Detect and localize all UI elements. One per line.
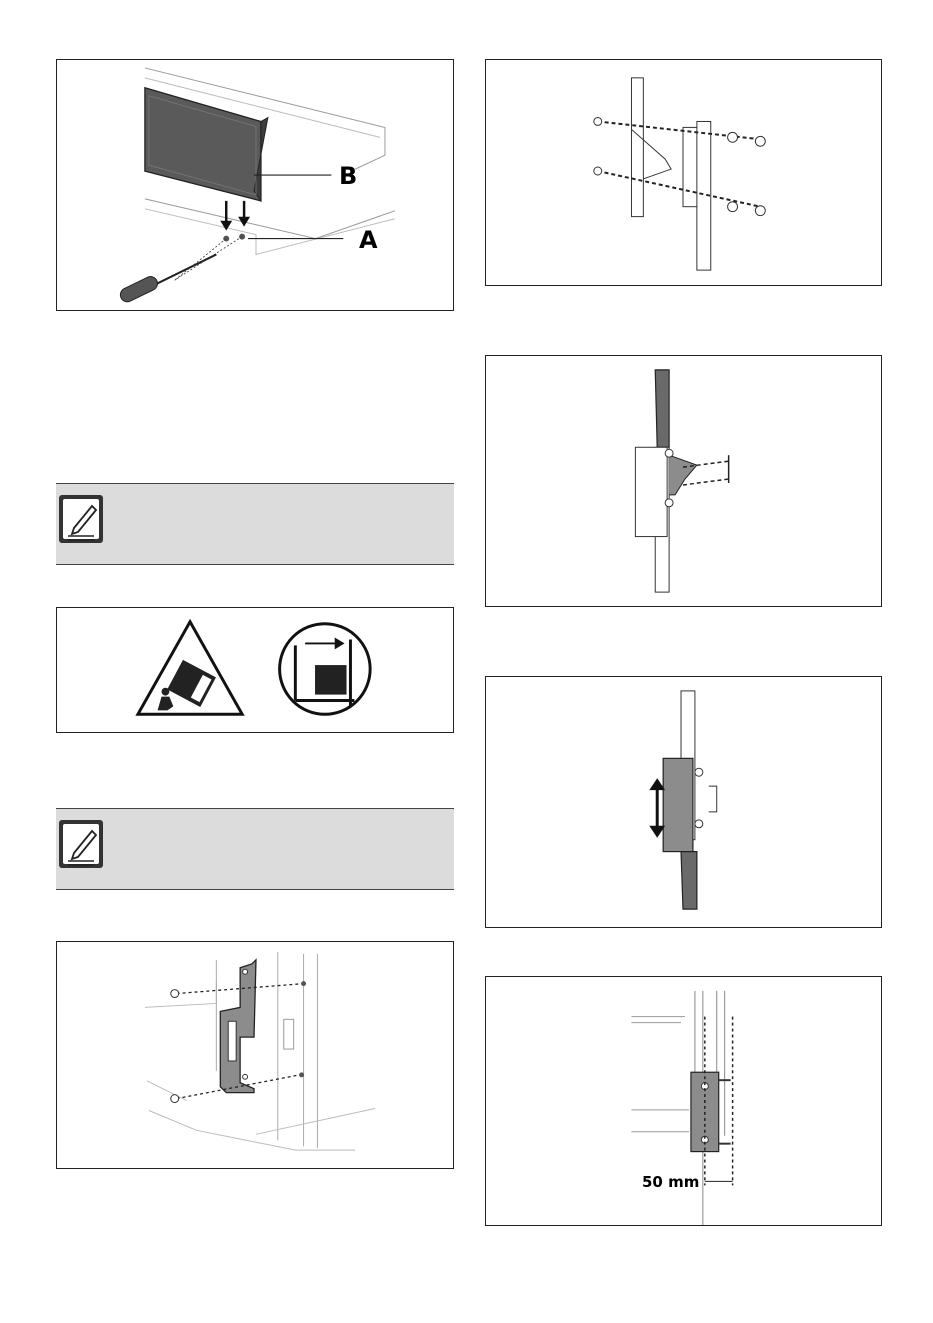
pencil-note-icon: [58, 819, 106, 871]
figure-bracket-height-adjust: [485, 676, 882, 928]
figure-safety-symbols: [56, 607, 454, 733]
figure-bracket-assembly: [485, 59, 882, 286]
splashback-illustration: [57, 60, 453, 310]
note-box-1: [56, 483, 454, 565]
label-a: A: [359, 226, 378, 254]
note-box-2: [56, 808, 454, 890]
figure-bracket-side-view: [485, 355, 882, 607]
pencil-note-icon: [58, 494, 106, 546]
dimension-label: 50 mm: [642, 1173, 700, 1191]
figure-bracket-on-cooker: [56, 941, 454, 1169]
figure-bracket-clearance: [485, 976, 882, 1226]
figure-splashback-fitting: [56, 59, 454, 311]
anti-tip-bracket-mandatory-icon: [280, 624, 371, 715]
label-b: B: [339, 162, 358, 190]
tipping-hazard-warning-icon: [138, 622, 242, 715]
